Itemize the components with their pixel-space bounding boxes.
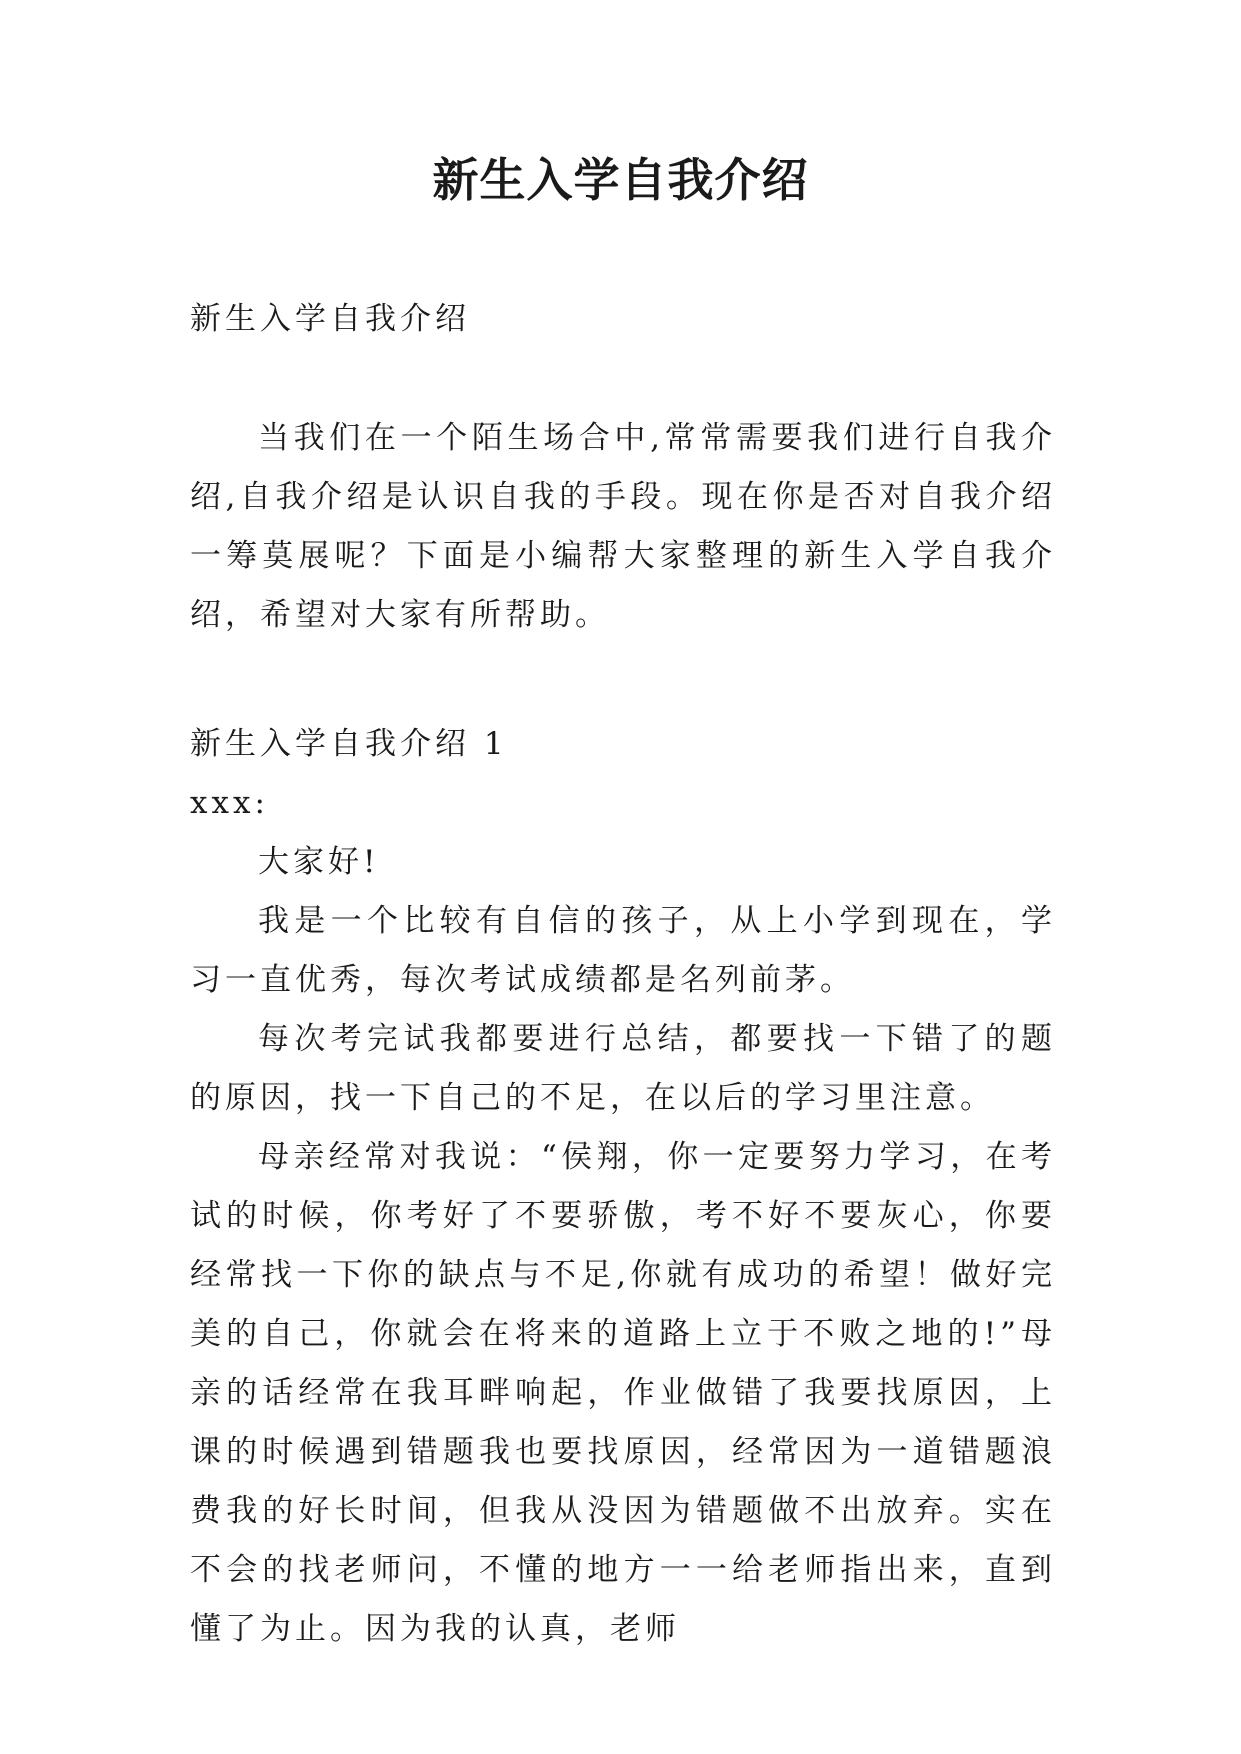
document-body (190, 290, 1056, 1659)
document-title: 新生入学自我介绍 (432, 153, 809, 207)
body-paragraph-1: 我是一个比较有自信的孩子，从上小学到现在，学习一直优秀，每次考试成绩都是名列前茅。 (190, 903, 1056, 998)
document-subtitle: 新生入学自我介绍 (190, 301, 470, 337)
intro-paragraph: 当我们在一个陌生场合中,常常需要我们进行自我介绍,自我介绍是认识自我的手段。现在你是否对自我介绍一筹莫展呢？下面是小编帮大家整理的新生入学自我介绍，希望对大家有所帮助。 (190, 420, 1056, 633)
greeting: 大家好! (258, 844, 380, 880)
salutation: xxx: (190, 785, 269, 821)
body-paragraph-3: 母亲经常对我说：“侯翔，你一定要努力学习，在考试的时候，你考好了不要骄傲，考不好不要灰心，你要经常找一下你的缺点与不足,你就有成功的希望！做好完美的自己，你就会在将来的道路上立于不败之地的!”母亲的话经常在我耳畔响起，作业做错了我要找原因，上课的时候遇到错题我也要找原因，经常因为一道错题浪费我的好长时间，但我从没因为错题做不出放弃。实在不会的找老师问，不懂的地方一一给老师指出来，直到懂了为止。因为我的认真，老师 (190, 1139, 1056, 1647)
body-paragraph-2: 每次考完试我都要进行总结，都要找一下错了的题的原因，找一下自己的不足，在以后的学习里注意。 (190, 1021, 1056, 1116)
section-heading: 新生入学自我介绍 1 (190, 726, 508, 762)
